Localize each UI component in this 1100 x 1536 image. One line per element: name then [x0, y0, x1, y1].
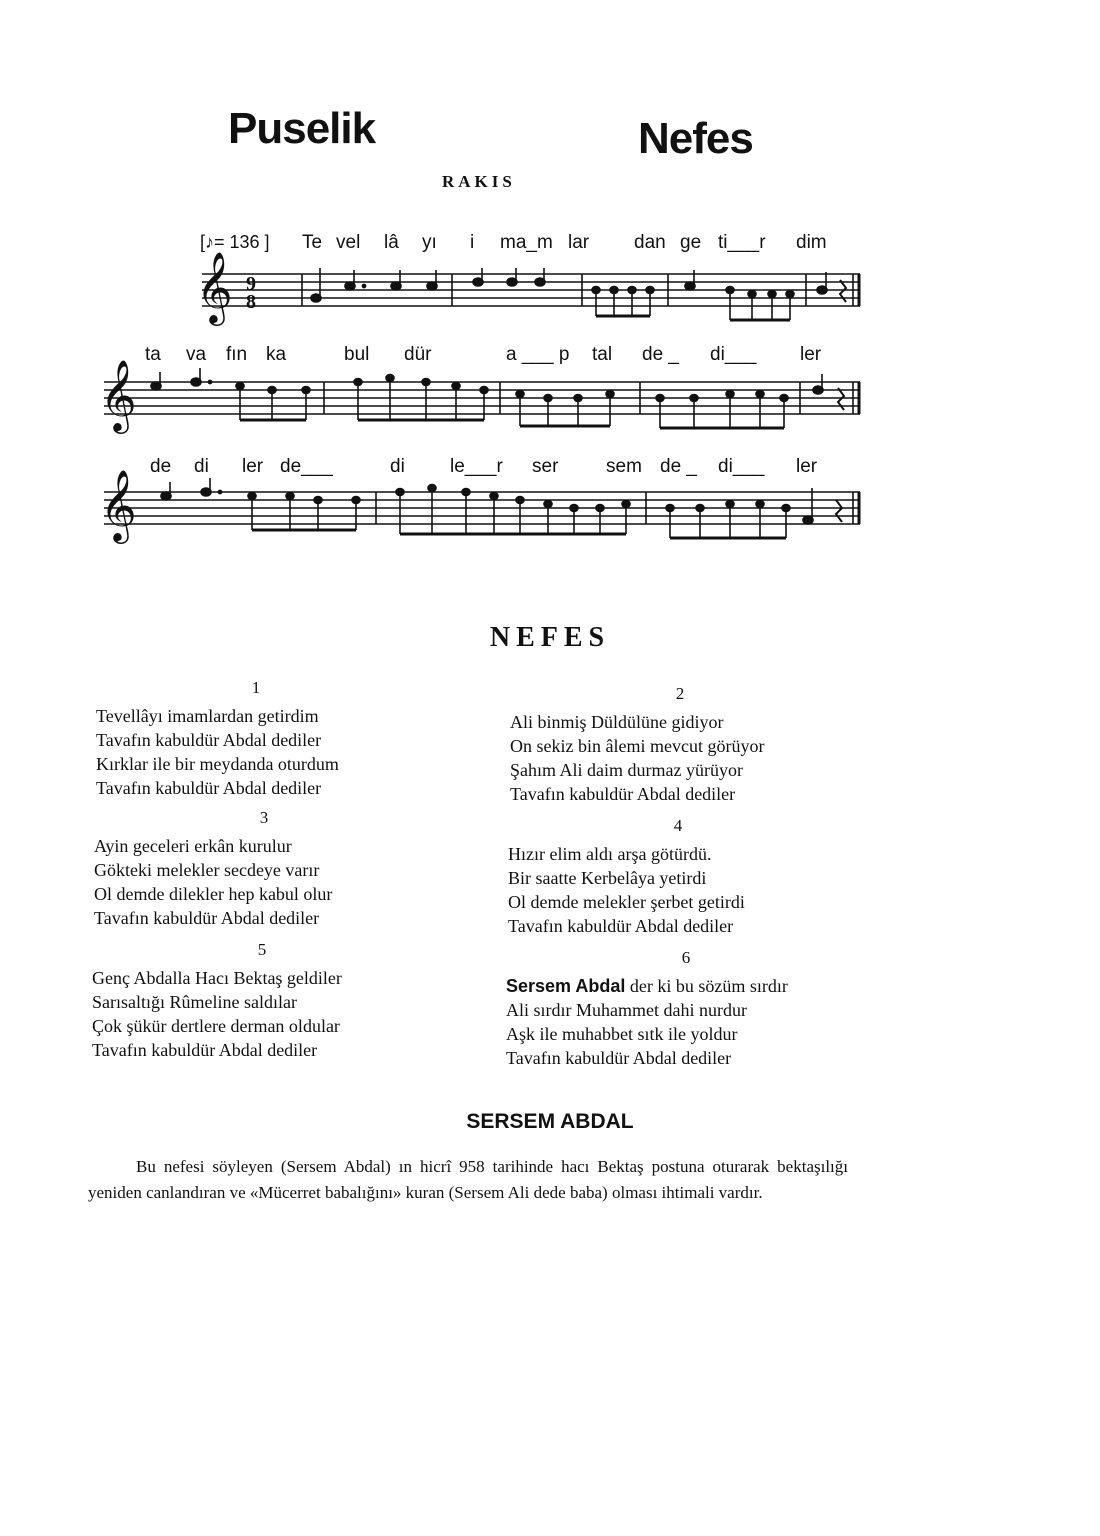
- syllable: di___: [718, 456, 765, 477]
- svg-text:9: 9: [246, 273, 256, 295]
- syllable: di: [194, 456, 209, 477]
- syllable: ler: [242, 456, 264, 477]
- syllable: va: [186, 344, 207, 365]
- poet-signature: Sersem Abdal: [506, 976, 626, 996]
- stanza-number: 3: [259, 808, 269, 827]
- tempo-marking: [♪= 136 ]: [200, 232, 270, 252]
- usul-label: RAKIS: [442, 172, 516, 191]
- syllable: ser: [532, 456, 559, 477]
- syllable: di___: [710, 344, 757, 365]
- syllable: le___r: [450, 456, 503, 477]
- verse-line: Şahım Ali daim durmaz yürüyor: [510, 760, 743, 780]
- syllable: a ___ p: [506, 344, 570, 365]
- verse-line: Ali binmiş Düldülüne gidiyor: [510, 712, 724, 732]
- verse-line: Tavafın kabuldür Abdal dediler: [510, 784, 736, 804]
- stanza-6: [506, 946, 866, 1070]
- syllable: ge: [680, 232, 702, 253]
- syllable: Te: [302, 232, 323, 253]
- svg-text:𝄞: 𝄞: [196, 250, 233, 323]
- verse-line: Bir saatte Kerbelâya yetirdi: [508, 868, 707, 888]
- svg-text:𝄞: 𝄞: [100, 468, 137, 541]
- stanza-number: 1: [251, 678, 261, 697]
- syllable: lar: [568, 232, 590, 253]
- makam-title: Puselik: [228, 104, 376, 153]
- verse-line: Genç Abdalla Hacı Bektaş geldiler: [92, 968, 342, 988]
- verse-line: Gökteki melekler secdeye varır: [94, 860, 320, 880]
- staff-line-1: [196, 250, 860, 326]
- syllable: de___: [280, 456, 333, 477]
- music-score: [0, 0, 1100, 600]
- syllable: ka: [266, 344, 287, 365]
- verse-line: Tavafın kabuldür Abdal dediler: [96, 730, 322, 750]
- verse-line: Sarısaltığı Rûmeline saldılar: [92, 992, 297, 1012]
- syllable: ler: [800, 344, 822, 365]
- syllable: ta: [145, 344, 161, 365]
- verse-line: Ol demde dilekler hep kabul olur: [94, 884, 333, 904]
- syllable: sem: [606, 456, 642, 477]
- poem-title: NEFES: [489, 622, 611, 653]
- syllable: ler: [796, 456, 818, 477]
- form-title: Nefes: [638, 114, 753, 163]
- staff-line-3: [100, 468, 860, 544]
- syllable: ti___r: [718, 232, 766, 253]
- verse-line: Tavafın kabuldür Abdal dediler: [506, 1048, 732, 1068]
- syllable: ma_m: [500, 232, 553, 253]
- stanza-number: 4: [673, 816, 683, 835]
- stanza-1: [96, 676, 416, 800]
- verse-line: [506, 974, 866, 998]
- syllable: de: [150, 456, 172, 477]
- syllable: dim: [796, 232, 827, 253]
- verse-line: Tavafın kabuldür Abdal dediler: [94, 908, 320, 928]
- svg-text:8: 8: [246, 291, 256, 313]
- staff-line-2: [100, 358, 860, 434]
- syllable: di: [390, 456, 405, 477]
- stanza-3: [94, 806, 434, 930]
- syllable: lâ: [384, 232, 399, 253]
- syllable: bul: [344, 344, 370, 365]
- verse-line: Tavafın kabuldür Abdal dediler: [92, 1040, 318, 1060]
- syllable: yı: [422, 232, 437, 253]
- syllable: fın: [226, 344, 248, 365]
- verse-line: Ol demde melekler şerbet getirdi: [508, 892, 745, 912]
- verse-text: der ki bu sözüm sırdır: [629, 976, 788, 996]
- verse-line: Tavafın kabuldür Abdal dediler: [508, 916, 734, 936]
- author-note-paragraph: Bu nefesi söyleyen (Sersem Abdal) ın hicrî 958 tarihinde hacı Bektaş postuna oturarak bektaşılığı yeniden canlandıran ve «Mücerret babalığını» kuran (Sersem Ali dede baba) olması ihtimali vardır.: [88, 1157, 848, 1202]
- stanza-number: 5: [257, 940, 267, 959]
- verse-line: Aşk ile muhabbet sıtk ile yoldur: [506, 1024, 738, 1044]
- syllable: i: [470, 232, 475, 253]
- syllable: dan: [634, 232, 666, 253]
- stanza-number: 2: [675, 684, 685, 703]
- verse-line: Tavafın kabuldür Abdal dediler: [96, 778, 322, 798]
- syllable: de _: [660, 456, 697, 477]
- verse-line: Hızır elim aldı arşa götürdü.: [508, 844, 712, 864]
- verse-line: Tevellâyı imamlardan getirdim: [96, 706, 319, 726]
- syllable: tal: [592, 344, 613, 365]
- stanza-5: [92, 938, 432, 1062]
- verse-line: Çok şükür dertlere derman oldular: [92, 1016, 340, 1036]
- verse-line: Ali sırdır Muhammet dahi nurdur: [506, 1000, 747, 1020]
- svg-text:𝄞: 𝄞: [100, 358, 137, 431]
- syllable: de _: [642, 344, 679, 365]
- verse-line: Ayin geceleri erkân kurulur: [94, 836, 292, 856]
- author-heading: SERSEM ABDAL: [466, 1110, 634, 1133]
- stanza-number: 6: [681, 948, 691, 967]
- stanza-2: [510, 682, 850, 806]
- verse-line: Kırklar ile bir meydanda oturdum: [96, 754, 339, 774]
- syllable: vel: [336, 232, 361, 253]
- stanza-4: [508, 814, 848, 938]
- syllable: dür: [404, 344, 432, 365]
- verse-line: On sekiz bin âlemi mevcut görüyor: [510, 736, 765, 756]
